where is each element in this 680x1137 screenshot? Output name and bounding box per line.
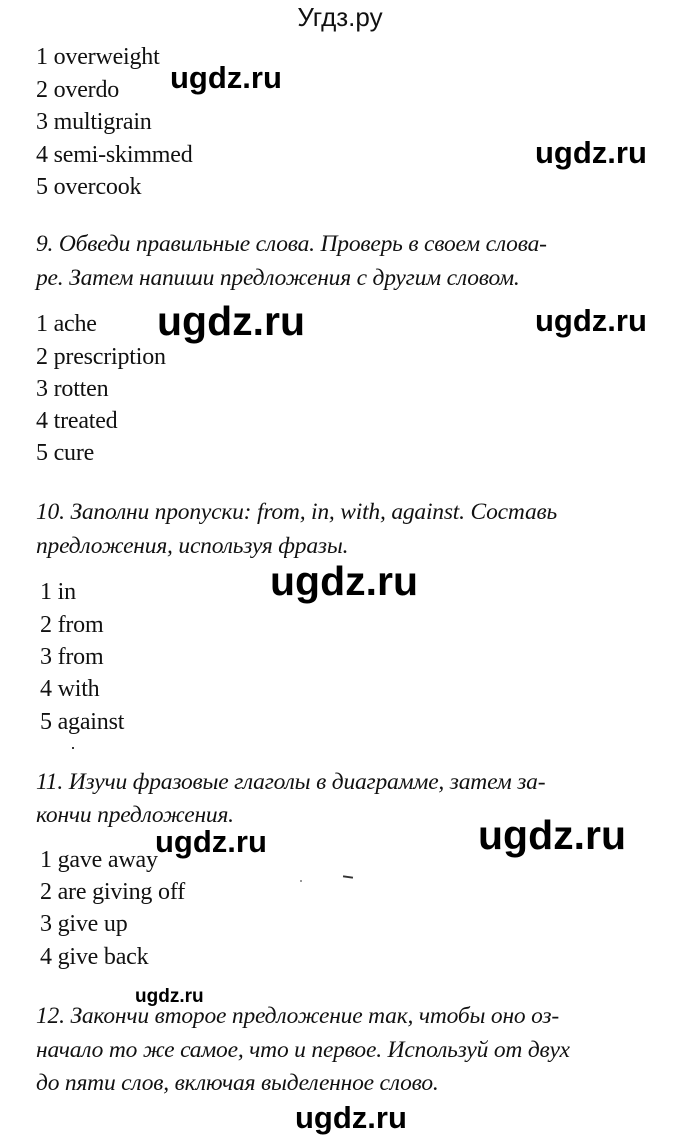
task-10-item-1: 1 in (40, 579, 76, 605)
watermark: ugdz.ru (295, 1100, 407, 1135)
task-11-item-4: 4 give back (40, 944, 149, 970)
task-10-item-2: 2 from (40, 612, 104, 638)
task-12-heading-line-1: 12. Закончи второе предложение так, чтобы оно оз- (36, 1003, 559, 1029)
task-9-heading-line-2: ре. Затем напиши предложения с другим словом. (36, 265, 520, 291)
task-9-item-5: 5 cure (36, 440, 95, 466)
task-11-heading-line-2: кончи предложения. (36, 802, 234, 828)
task-9-item-3: 3 rotten (36, 376, 109, 402)
watermark: ugdz.ru (155, 824, 267, 859)
task-11-item-2: 2 are giving off (40, 879, 185, 905)
list-a-item-5: 5 overcook (36, 174, 142, 200)
task-12-heading-line-3: до пяти слов, включая выделенное слово. (36, 1070, 439, 1096)
task-11-item-1: 1 gave away (40, 847, 158, 873)
watermark: ugdz.ru (535, 135, 647, 170)
list-a-item-1: 1 overweight (36, 44, 160, 70)
list-a-item-2: 2 overdo (36, 77, 120, 103)
scan-speck (72, 747, 74, 749)
task-10-item-5: 5 against (40, 709, 125, 735)
site-title: Угдз.ру (297, 2, 383, 32)
watermark: ugdz.ru (170, 60, 282, 95)
list-a-item-4: 4 semi-skimmed (36, 142, 193, 168)
watermark: ugdz.ru (535, 303, 647, 338)
task-11-item-3: 3 give up (40, 911, 128, 937)
task-9-item-4: 4 treated (36, 408, 118, 434)
task-10-heading-line-1: 10. Заполни пропуски: from, in, with, against. Составь (36, 499, 557, 525)
list-a-item-3: 3 multigrain (36, 109, 152, 135)
watermark: ugdz.ru (270, 558, 419, 604)
scan-speck (343, 875, 353, 878)
task-9-item-1: 1 ache (36, 311, 97, 337)
watermark: ugdz.ru (478, 812, 627, 858)
task-9-heading-line-1: 9. Обведи правильные слова. Проверь в своем слова- (36, 231, 547, 257)
task-10-item-4: 4 with (40, 676, 100, 702)
watermark: ugdz.ru (135, 986, 204, 1007)
task-9-item-2: 2 prescription (36, 344, 166, 370)
task-12-heading-line-2: начало то же самое, что и первое. Используй от двух (36, 1037, 570, 1063)
watermark: ugdz.ru (157, 298, 306, 344)
task-10-item-3: 3 from (40, 644, 104, 670)
task-10-heading-line-2: предложения, используя фразы. (36, 533, 349, 559)
scan-speck (300, 880, 302, 882)
task-11-heading-line-1: 11. Изучи фразовые глаголы в диаграмме, затем за- (36, 769, 546, 795)
